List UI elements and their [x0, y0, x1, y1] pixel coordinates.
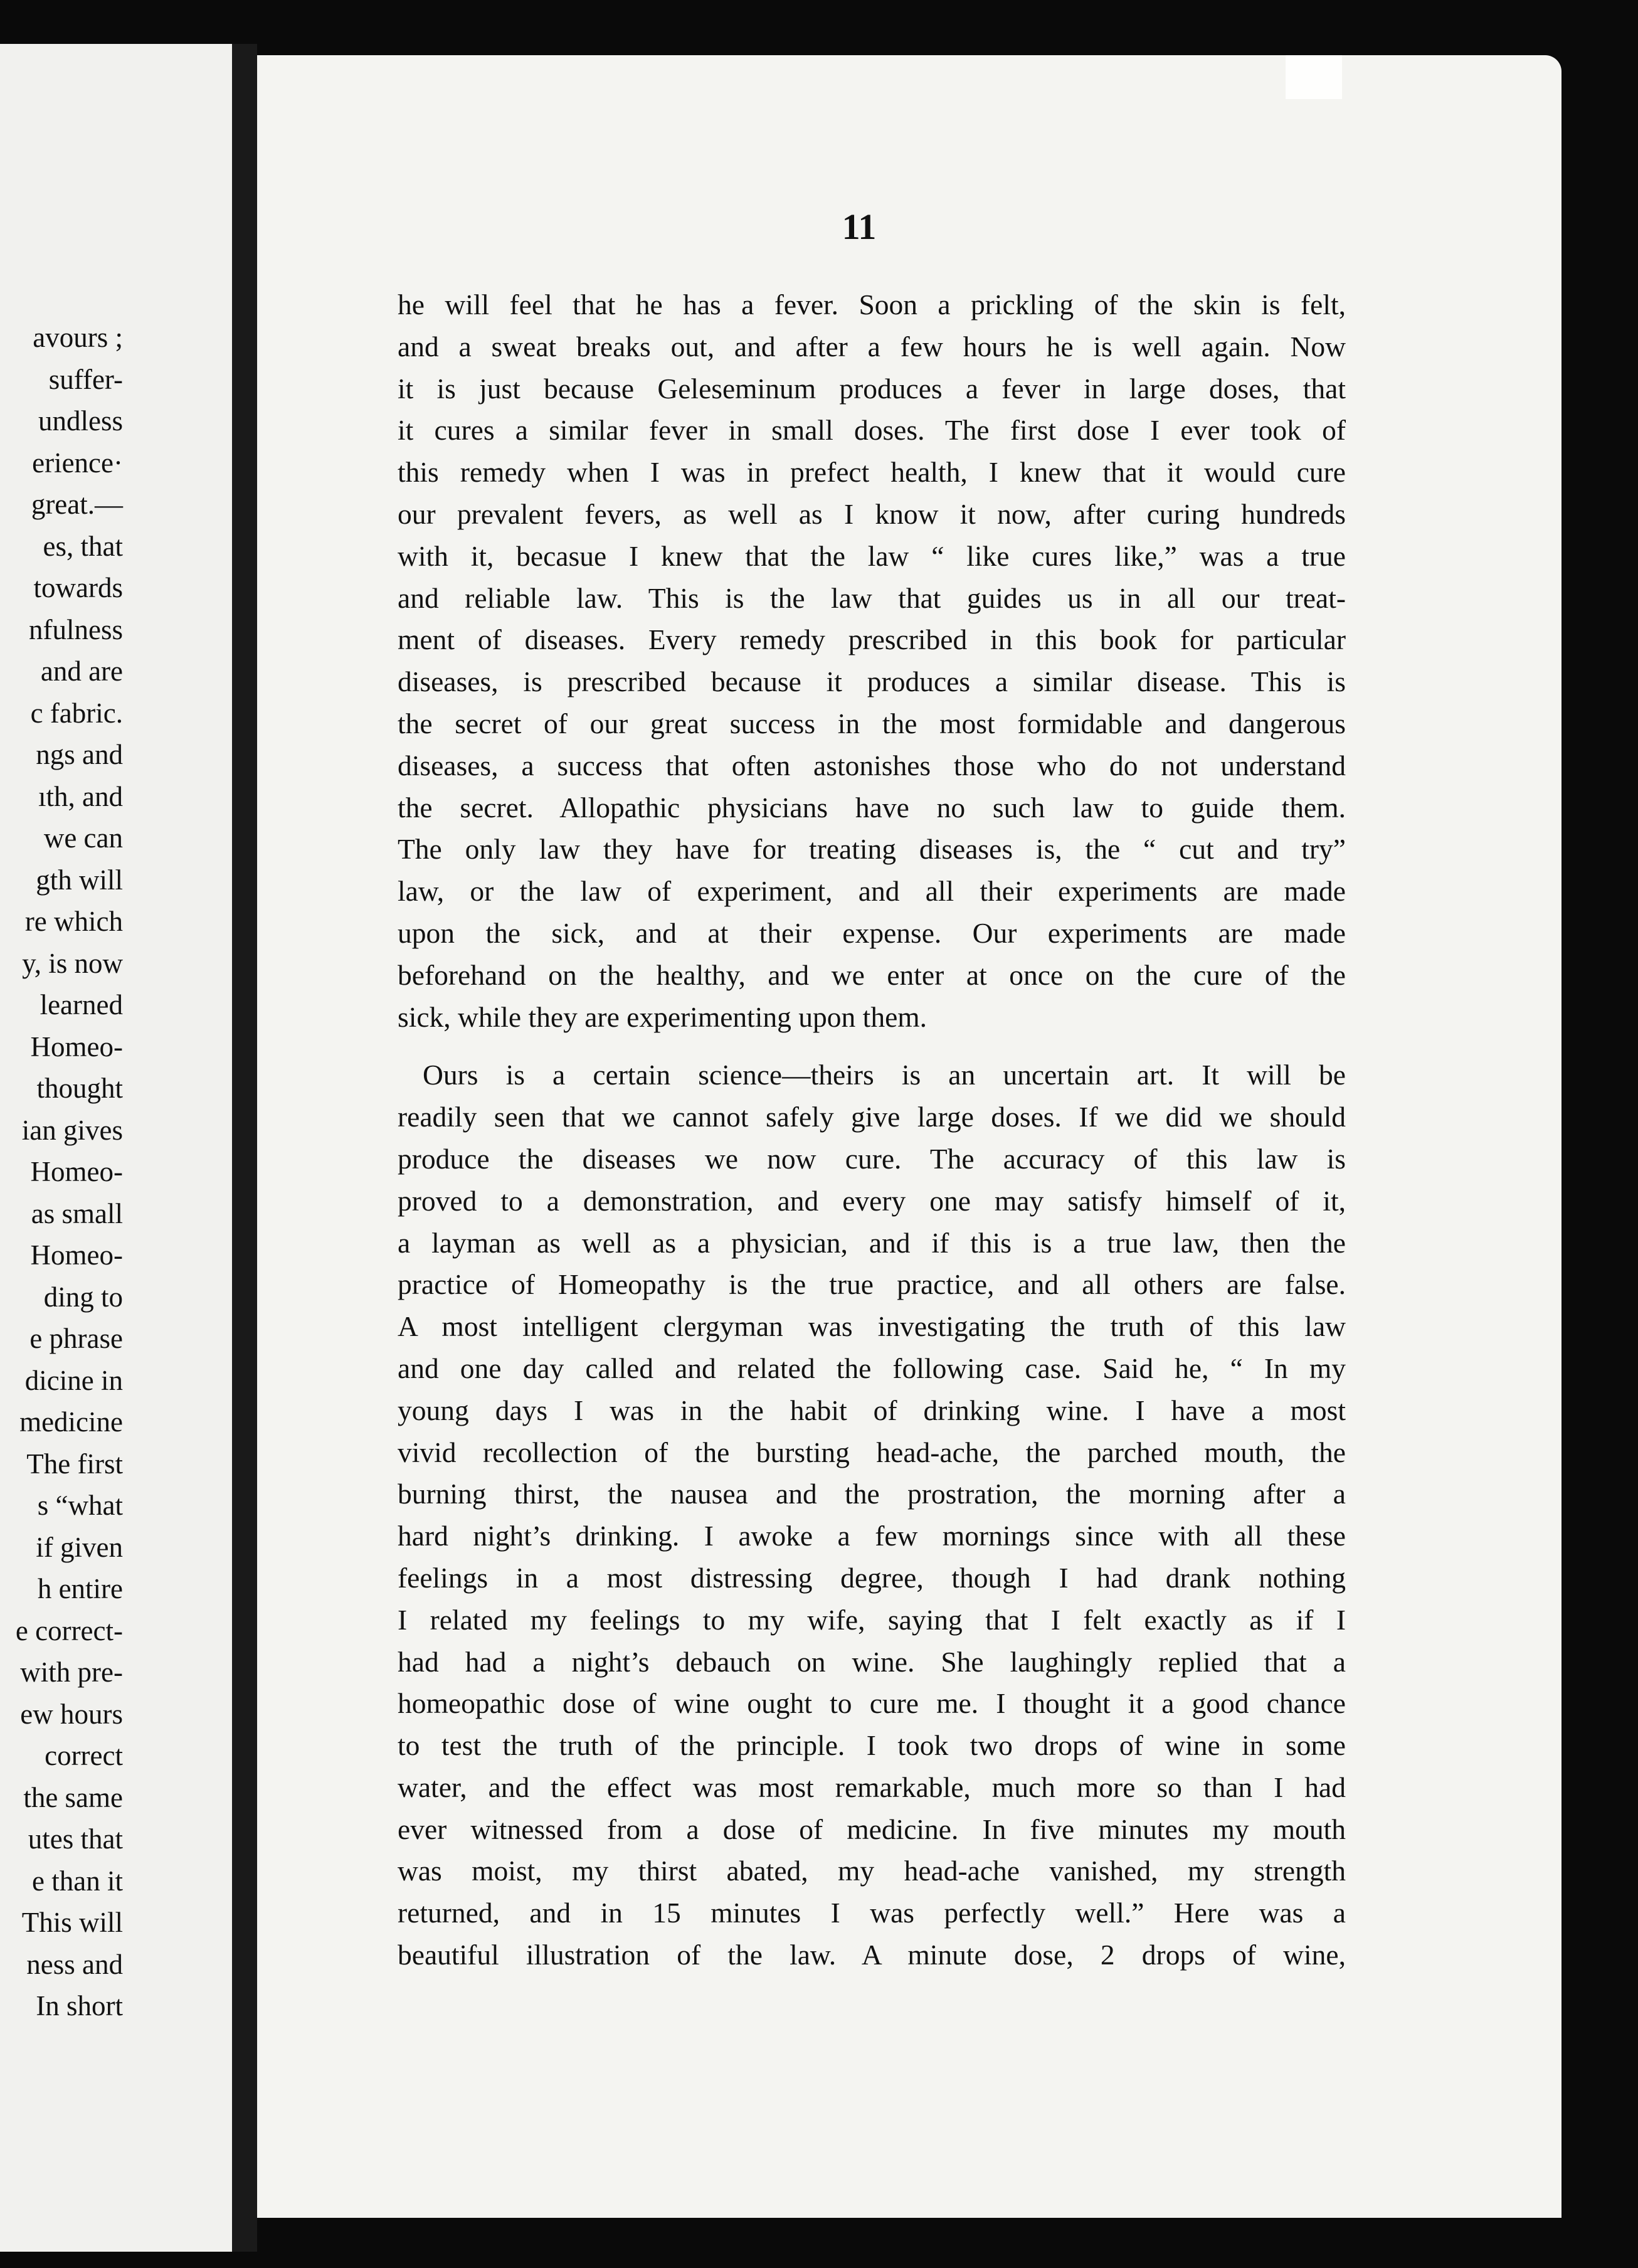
- left-page-line: towards: [33, 572, 123, 603]
- left-page-line: learned: [40, 989, 123, 1020]
- left-page-line: y, is now: [22, 947, 123, 979]
- left-page-text: [0, 317, 123, 2027]
- left-page-line: ian gives: [21, 1114, 123, 1146]
- left-page-line: ness and: [26, 1948, 123, 1980]
- left-page-line: and are: [40, 655, 123, 687]
- text-line: had had a night’s debauch on wine. She laughingly replied that a: [398, 1645, 1346, 1678]
- text-line: beforehand on the healthy, and we enter at once on the cure of the: [398, 958, 1346, 991]
- left-page-line: suffer-: [48, 363, 123, 395]
- text-line: law, or the law of experiment, and all their experiments are made: [398, 875, 1346, 908]
- left-page-line: h entire: [37, 1573, 123, 1604]
- text-line: the secret of our great success in the most formidable and dangerous: [398, 707, 1346, 739]
- text-line: diseases, a success that often astonishes those who do not understand: [398, 749, 1346, 782]
- left-page-line: nfulness: [29, 613, 123, 645]
- left-page-line: c fabric.: [30, 697, 123, 729]
- left-page-line: The first: [26, 1448, 123, 1480]
- text-line: practice of Homeopathy is the true practice, and all others are false.: [398, 1268, 1346, 1301]
- book-gutter: [232, 44, 257, 2252]
- left-page-line: ıth, and: [38, 780, 123, 812]
- left-page-line: thought: [36, 1073, 123, 1104]
- left-page-line: This will: [21, 1907, 123, 1938]
- left-page-line: as small: [31, 1197, 123, 1229]
- text-line: returned, and in 15 minutes I was perfectly well.” Here was a: [398, 1897, 1346, 1929]
- text-line: and one day called and related the following case. Said he, “ In my: [398, 1352, 1346, 1384]
- left-page-line: Homeo-: [30, 1156, 123, 1187]
- text-line: Ours is a certain science—theirs is an uncertain art. It will be: [423, 1059, 1346, 1091]
- text-line: A most intelligent clergyman was investigating the truth of this law: [398, 1310, 1346, 1343]
- text-line: beautiful illustration of the law. A minute dose, 2 drops of wine,: [398, 1939, 1346, 1971]
- text-line: a layman as well as a physician, and if this is a true law, then the: [398, 1226, 1346, 1259]
- text-line: it cures a similar fever in small doses. The first dose I ever took of: [398, 414, 1346, 447]
- text-line: with it, becasue I knew that the law “ like cures like,” was a true: [398, 539, 1346, 572]
- left-page-line: utes that: [28, 1823, 123, 1855]
- text-line: and reliable law. This is the law that guides us in all our treat-: [398, 581, 1346, 614]
- text-line: upon the sick, and at their expense. Our experiments are made: [398, 916, 1346, 949]
- left-page-line: medicine: [19, 1406, 123, 1438]
- text-line: I related my feelings to my wife, saying that I felt exactly as if I: [398, 1603, 1346, 1636]
- paragraph-2: [398, 1054, 1346, 1976]
- text-line: sick, while they are experimenting upon them.: [398, 1000, 927, 1033]
- left-page-line: ew hours: [20, 1698, 123, 1730]
- left-page-line: Homeo-: [30, 1031, 123, 1062]
- text-line: was moist, my thirst abated, my head-ache vanished, my strength: [398, 1855, 1346, 1887]
- left-page-line: great.—: [31, 489, 123, 520]
- text-line: burning thirst, the nausea and the prostration, the morning after a: [398, 1478, 1346, 1510]
- left-page-fragment: [0, 44, 232, 2252]
- left-page-line: s “what: [37, 1490, 123, 1521]
- left-page-line: with pre-: [20, 1656, 123, 1688]
- text-line: and a sweat breaks out, and after a few hours he is well again. Now: [398, 330, 1346, 363]
- left-page-line: ding to: [43, 1281, 123, 1313]
- right-page: [257, 55, 1561, 2218]
- left-page-line: e correct-: [15, 1614, 123, 1646]
- text-line: homeopathic dose of wine ought to cure me. I thought it a good chance: [398, 1687, 1346, 1720]
- text-line: the secret. Allopathic physicians have no such law to guide them.: [398, 791, 1346, 824]
- text-line: water, and the effect was most remarkable, much more so than I had: [398, 1771, 1346, 1803]
- left-page-line: e than it: [32, 1865, 123, 1897]
- text-line: ment of diseases. Every remedy prescribed in this book for particular: [398, 623, 1346, 656]
- text-line: ever witnessed from a dose of medicine. In five minutes my mouth: [398, 1813, 1346, 1845]
- left-page-line: e phrase: [29, 1323, 123, 1354]
- left-page-line: undless: [38, 405, 123, 437]
- text-line: it is just because Geleseminum produces a fever in large doses, that: [398, 372, 1346, 405]
- text-line: hard night’s drinking. I awoke a few mornings since with all these: [398, 1520, 1346, 1552]
- left-page-line: gth will: [36, 864, 123, 896]
- left-page-line: re which: [24, 906, 123, 937]
- body-text: [398, 284, 1346, 1976]
- left-page-line: we can: [43, 822, 123, 854]
- text-line: our prevalent fevers, as well as I know it now, after curing hundreds: [398, 497, 1346, 530]
- left-page-line: correct: [45, 1740, 123, 1771]
- text-line: vivid recollection of the bursting head-ache, the parched mouth, the: [398, 1436, 1346, 1468]
- left-page-line: ngs and: [36, 739, 123, 770]
- left-page-line: erience·: [32, 447, 123, 479]
- text-line: produce the diseases we now cure. The accuracy of this law is: [398, 1142, 1346, 1175]
- left-page-line: In short: [36, 1990, 123, 2022]
- left-page-line: if given: [36, 1531, 123, 1563]
- text-line: feelings in a most distressing degree, though I had drank nothing: [398, 1561, 1346, 1594]
- text-line: he will feel that he has a fever. Soon a prickling of the skin is felt,: [398, 289, 1346, 321]
- text-line: to test the truth of the principle. I took two drops of wine in some: [398, 1729, 1346, 1762]
- left-page-line: avours ;: [33, 322, 123, 353]
- left-page-line: Homeo-: [30, 1239, 123, 1271]
- text-line: young days I was in the habit of drinking wine. I have a most: [398, 1394, 1346, 1426]
- left-page-line: es, that: [43, 530, 123, 562]
- text-line: this remedy when I was in prefect health, I knew that it would cure: [398, 456, 1346, 489]
- text-line: The only law they have for treating diseases is, the “ cut and try”: [398, 833, 1346, 866]
- paragraph-1: [398, 284, 1346, 1038]
- text-line: diseases, is prescribed because it produces a similar disease. This is: [398, 665, 1346, 698]
- left-page-line: the same: [23, 1781, 123, 1813]
- text-line: proved to a demonstration, and every one may satisfy himself of it,: [398, 1184, 1346, 1217]
- text-line: readily seen that we cannot safely give large doses. If we did we should: [398, 1101, 1346, 1133]
- page-number: 11: [842, 206, 877, 247]
- left-page-line: dicine in: [24, 1364, 123, 1396]
